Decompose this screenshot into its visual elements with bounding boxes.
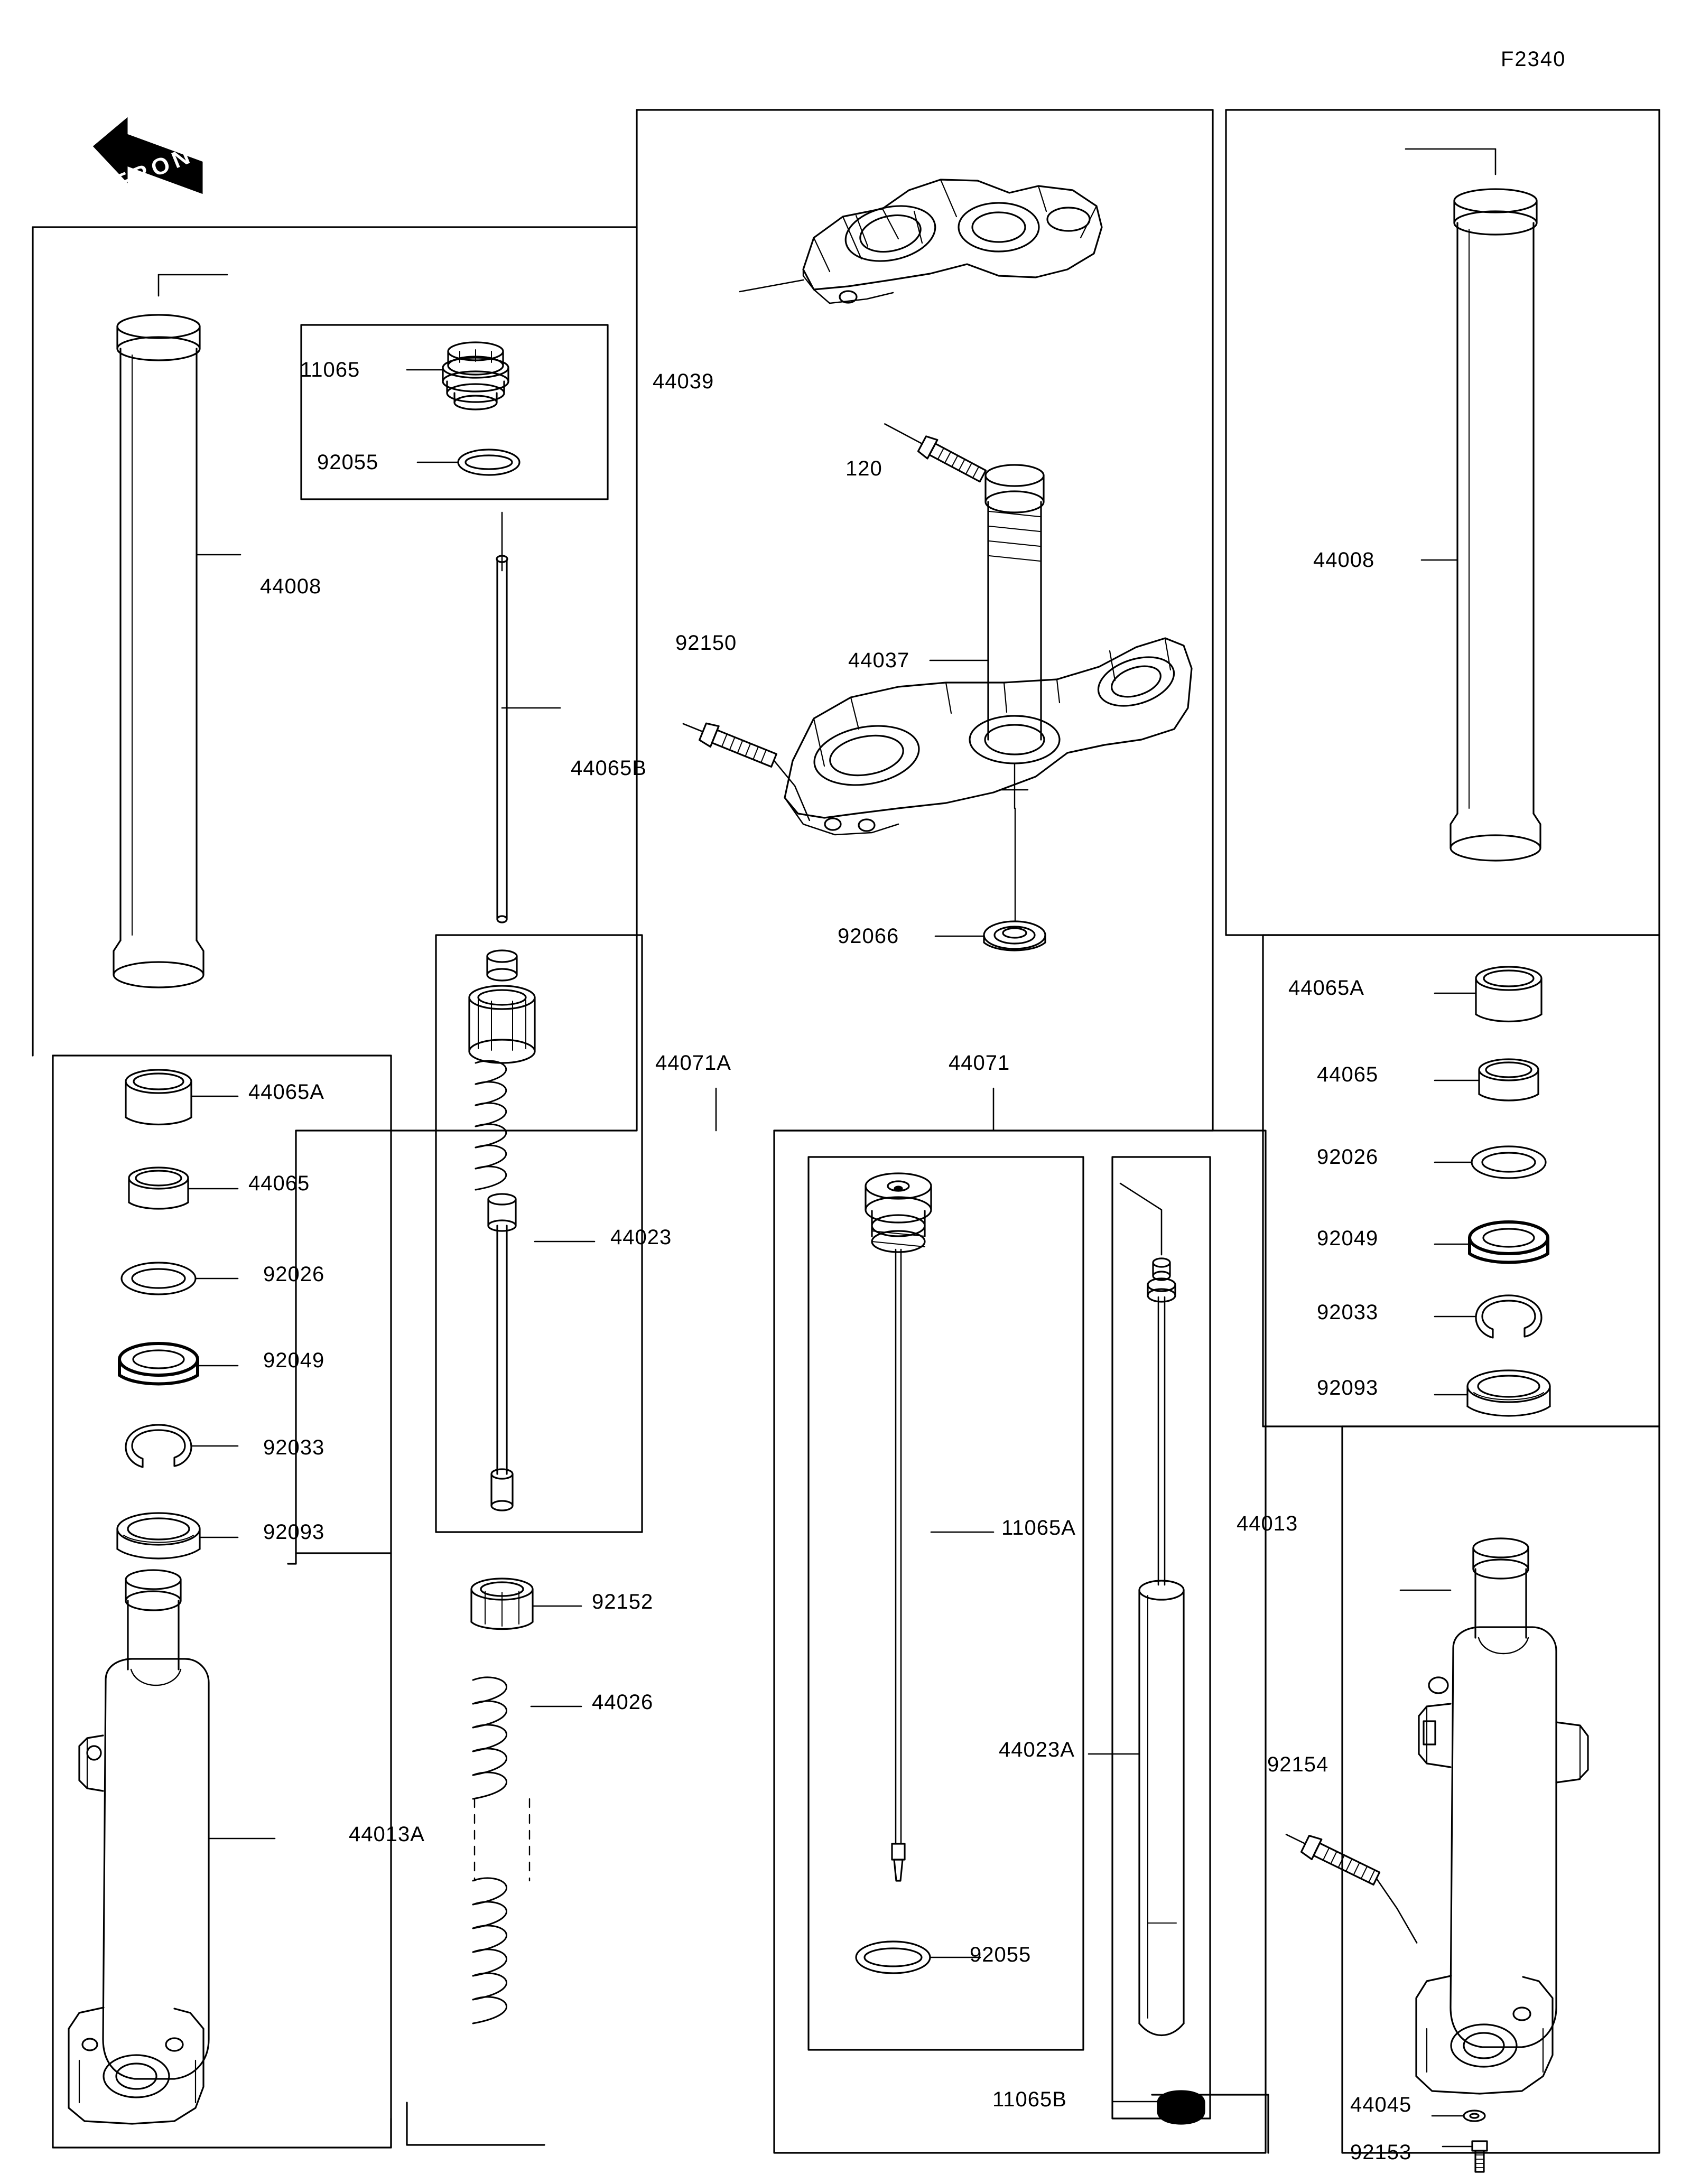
part-label-11065B: 11065B	[992, 2088, 1067, 2111]
diagram-code: F2340	[1501, 48, 1566, 71]
part-label-11065A: 11065A	[1001, 1516, 1076, 1539]
part-label-11065: 11065	[300, 358, 360, 381]
part-label-44037: 44037	[848, 649, 910, 672]
part-label-44023: 44023	[610, 1226, 672, 1249]
part-label-92150: 92150	[675, 631, 737, 655]
part-label-120: 120	[846, 457, 882, 480]
part-label-92026-right: 92026	[1317, 1145, 1379, 1169]
part-label-92026-left: 92026	[263, 1263, 325, 1286]
part-label-92152: 92152	[592, 1590, 654, 1613]
part-label-44008-left: 44008	[260, 575, 322, 598]
part-label-44039: 44039	[653, 370, 714, 393]
part-label-44045: 44045	[1350, 2093, 1412, 2116]
part-label-92055-lower: 92055	[970, 1943, 1032, 1966]
part-label-92066: 92066	[838, 925, 899, 948]
part-label-44065-right: 44065	[1317, 1063, 1379, 1086]
part-label-44071: 44071	[949, 1051, 1010, 1075]
part-label-92154: 92154	[1267, 1753, 1329, 1776]
part-label-44008-right: 44008	[1313, 548, 1375, 572]
front-arrow-label: FRONT	[110, 134, 215, 197]
part-label-44026: 44026	[592, 1691, 654, 1714]
part-label-92093-right: 92093	[1317, 1376, 1379, 1399]
part-label-92093-left: 92093	[263, 1520, 325, 1544]
part-label-44065A-left: 44065A	[248, 1080, 324, 1104]
part-label-92033-right: 92033	[1317, 1301, 1379, 1324]
part-label-44023A: 44023A	[999, 1738, 1075, 1761]
part-label-44065B: 44065B	[571, 757, 647, 780]
part-label-92153: 92153	[1350, 2141, 1412, 2164]
part-label-92049-right: 92049	[1317, 1227, 1379, 1250]
part-label-44013A: 44013A	[349, 1823, 425, 1846]
part-label-44013: 44013	[1237, 1512, 1298, 1535]
part-label-44065A-right: 44065A	[1288, 976, 1364, 1000]
part-label-92049-left: 92049	[263, 1349, 325, 1372]
part-label-44065-left: 44065	[248, 1172, 310, 1195]
part-label-92055-upper: 92055	[317, 451, 379, 474]
part-label-44071A: 44071A	[655, 1051, 731, 1075]
part-label-92033-left: 92033	[263, 1436, 325, 1459]
